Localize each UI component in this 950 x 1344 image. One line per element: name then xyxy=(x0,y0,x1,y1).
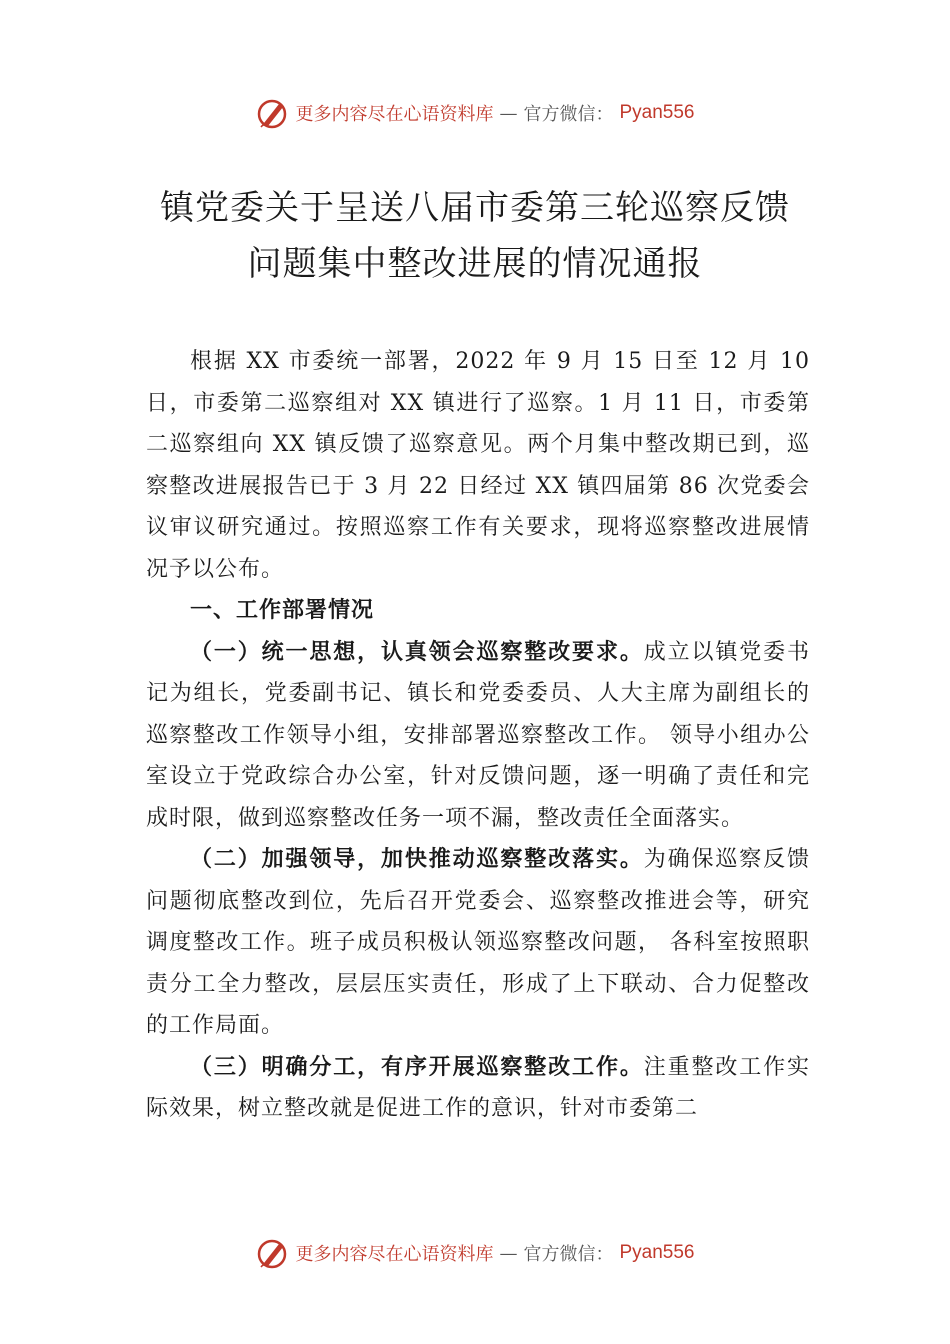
banner-separator: — xyxy=(499,102,518,124)
banner-text: 更多内容尽在心语资料库 xyxy=(295,104,494,125)
document-title xyxy=(100,180,850,292)
header-watermark-banner xyxy=(0,96,950,130)
pen-logo-icon xyxy=(255,1236,289,1270)
banner-wechat-label: 官方微信： xyxy=(523,1244,614,1265)
paragraph-item-3 xyxy=(146,1047,810,1130)
item-1-lead: （一）统一思想，认真领会巡察整改要求。 xyxy=(190,638,644,665)
intro-paragraph: 根据 XX 市委统一部署，2022 年 9 月 15 日至 12 月 10 日，市委第二巡察组对 XX 镇进行了巡察。1 月 11 日，市委第二巡察组向 XX 镇反馈了巡察意见。两个月集中整改期已到，巡察整改进展报告已于 3 月 22 日经过 XX 镇四届第 86 次党委会议审议研究通过。按照巡察工作有关要求，现将巡察整改进展情况予以公布。 xyxy=(146,349,810,582)
title-line-1: 镇党委关于呈送八届市委第三轮巡察反馈 xyxy=(160,188,790,228)
item-3-body: 注重整改工作实际效果，树立整改就是促进工作的意识，针对市委第二 xyxy=(146,1054,810,1121)
paragraph-item-2 xyxy=(146,839,810,1047)
section-heading-1: 一、工作部署情况 xyxy=(190,598,375,623)
item-1-body: 成立以镇党委书记为组长，党委副书记、镇长和党委委员、人大主席为副组长的巡察整改工作领导小组，安排部署巡察整改工作。 领导小组办公室设立于党政综合办公室，针对反馈问题，逐一明确了责任和完成时限，做到巡察整改任务一项不漏，整改责任全面落实。 xyxy=(146,639,810,831)
item-2-lead: （二）加强领导，加快推动巡察整改落实。 xyxy=(190,846,644,872)
document-body xyxy=(146,341,810,1130)
banner-wechat-id: Pyan556 xyxy=(619,102,695,123)
banner-separator: — xyxy=(499,1242,518,1264)
title-line-2: 问题集中整改进展的情况通报 xyxy=(247,244,703,284)
banner-text: 更多内容尽在心语资料库 xyxy=(295,1244,494,1265)
item-3-lead: （三）明确分工，有序开展巡察整改工作。 xyxy=(190,1053,644,1080)
banner-wechat-id: Pyan556 xyxy=(619,1242,695,1263)
paragraph-item-1 xyxy=(146,632,810,840)
banner-wechat-label: 官方微信： xyxy=(523,104,614,125)
item-2-body: 为确保巡察反馈问题彻底整改到位，先后召开党委会、巡察整改推进会等，研究调度整改工作。班子成员积极认领巡察整改问题， 各科室按照职责分工全力整改，层层压实责任，形成了上下联动、合力促整改的工作局面。 xyxy=(146,847,810,1038)
pen-logo-icon xyxy=(255,96,289,130)
footer-watermark-banner xyxy=(0,1236,950,1270)
